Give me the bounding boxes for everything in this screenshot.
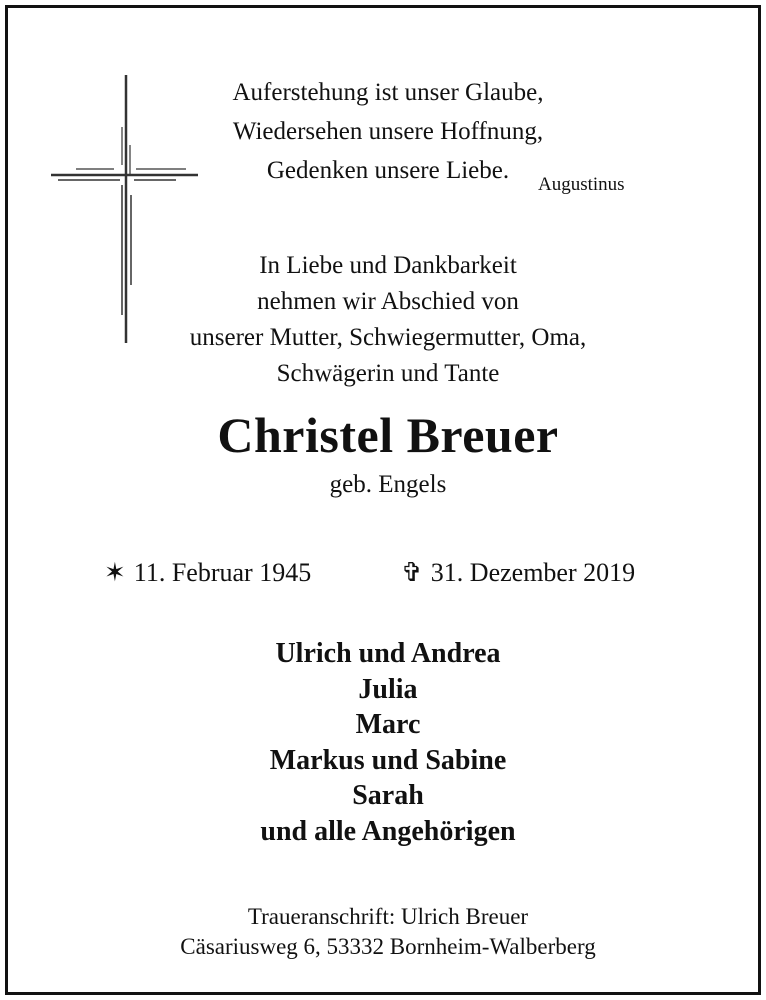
mourners-list — [8, 636, 766, 849]
maiden-name: geb. Engels — [329, 471, 447, 498]
birth-date-text: 11. Februar 1945 — [133, 558, 312, 587]
mourner: und alle Angehörigen — [260, 815, 516, 847]
farewell-line: Schwägerin und Tante — [276, 360, 500, 387]
deceased-name: Christel Breuer — [217, 407, 559, 463]
farewell-text — [8, 248, 766, 392]
obituary-frame — [5, 5, 761, 995]
motto-author: Augustinus — [538, 174, 625, 195]
mourner: Ulrich und Andrea — [275, 638, 501, 669]
mourner: Julia — [358, 673, 418, 705]
cross-symbol-icon: ✞ — [401, 558, 423, 587]
motto — [8, 73, 766, 190]
mourner: Sarah — [352, 780, 424, 811]
death-date — [401, 558, 635, 588]
farewell-line: nehmen wir Abschied von — [257, 288, 519, 315]
motto-line: Gedenken unsere Liebe. — [266, 157, 510, 184]
death-date-text: 31. Dezember 2019 — [430, 558, 636, 587]
mourning-address — [8, 902, 766, 962]
mourner: Marc — [355, 709, 421, 740]
mourner: Markus und Sabine — [269, 744, 507, 776]
address-line: Cäsariusweg 6, 53332 Bornheim-Walberberg — [180, 934, 596, 959]
motto-line: Wiedersehen unsere Hoffnung, — [232, 118, 544, 145]
birth-date — [104, 558, 311, 588]
star-icon: ✶ — [104, 558, 126, 587]
farewell-line: unserer Mutter, Schwiegermutter, Oma, — [189, 324, 587, 351]
motto-line: Auferstehung ist unser Glaube, — [232, 79, 544, 106]
farewell-line: In Liebe und Dankbarkeit — [259, 252, 517, 279]
address-line: Traueranschrift: Ulrich Breuer — [247, 904, 529, 929]
